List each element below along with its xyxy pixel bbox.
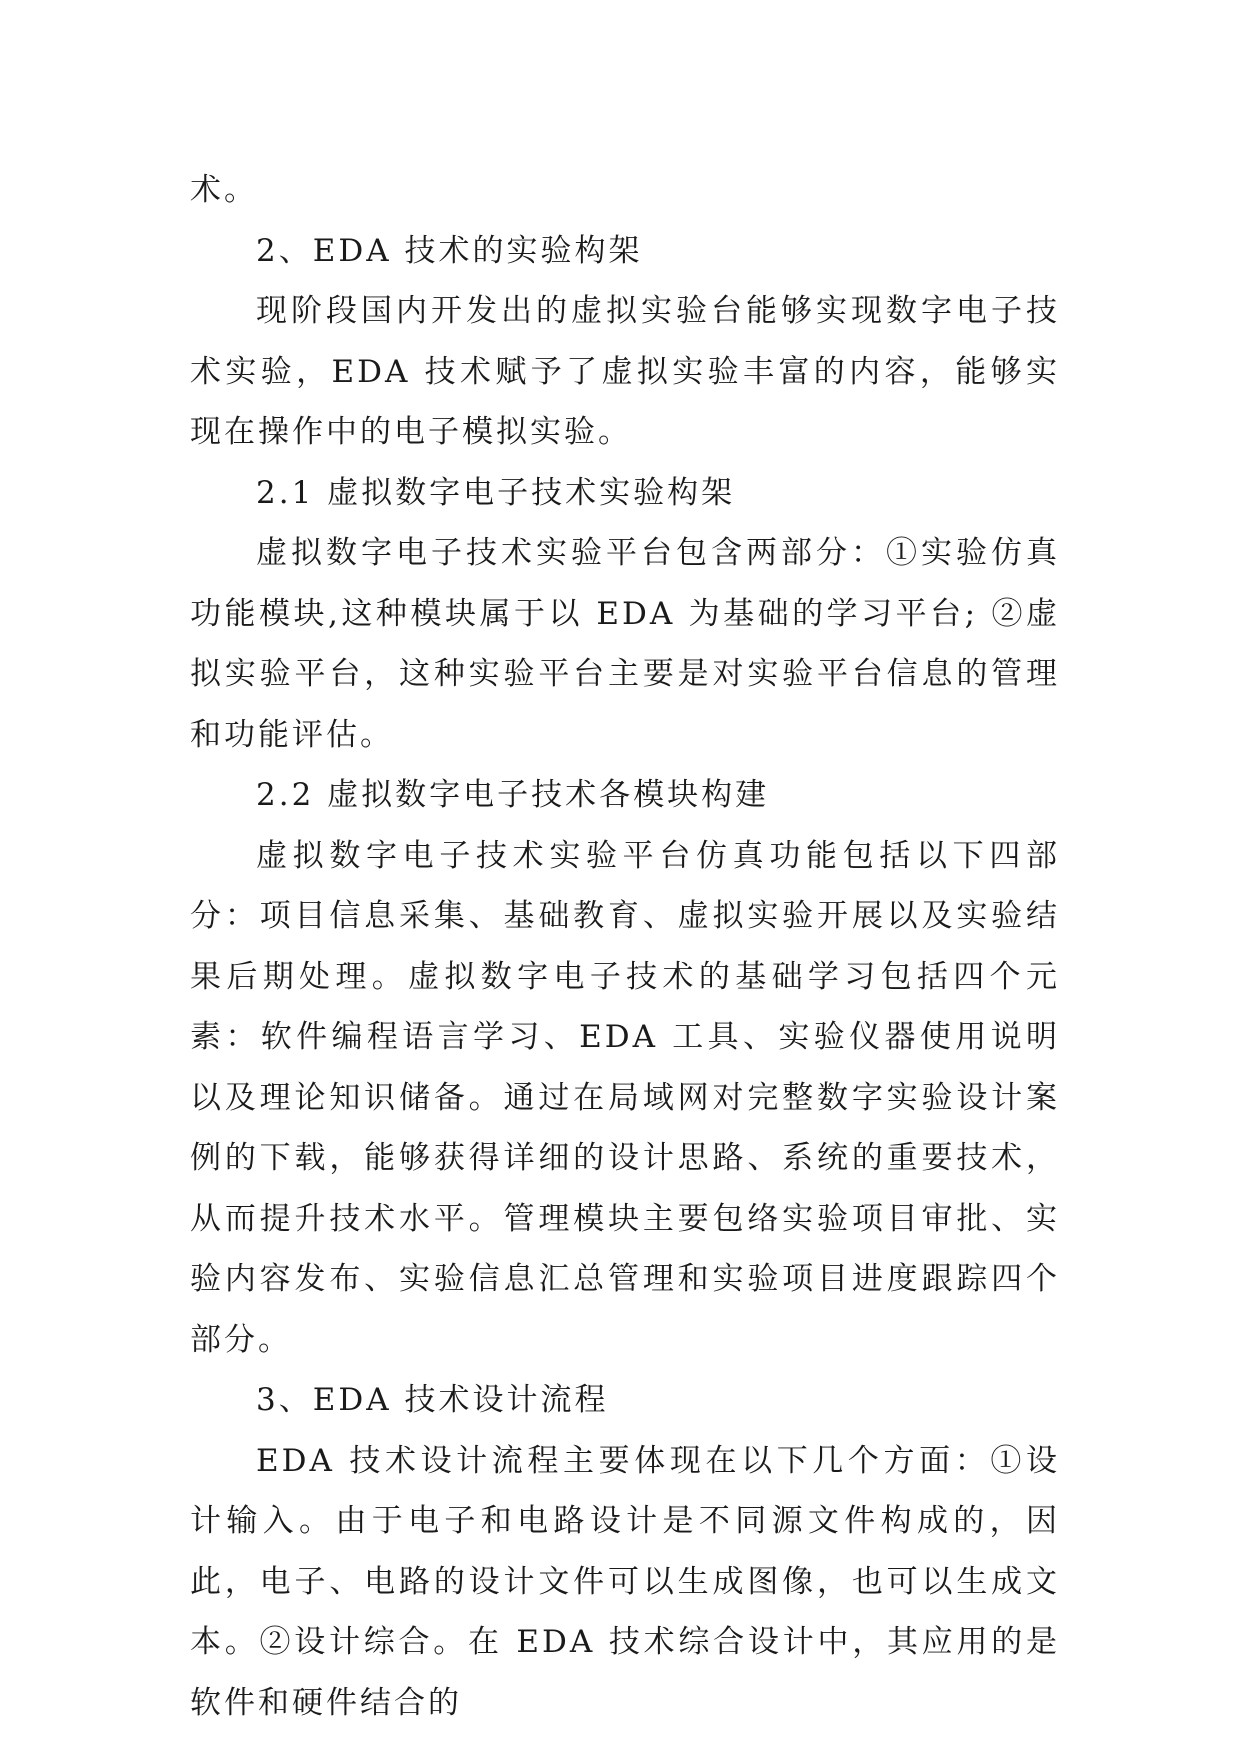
section-heading-2-1: 2.1 虚拟数字电子技术实验构架 <box>256 474 736 511</box>
body-paragraph: 虚拟数字电子技术实验平台包含两部分：①实验仿真功能模块,这种模块属于以 EDA 为基础的学习平台; ②虚拟实验平台，这种实验平台主要是对实验平台信息的管理和功能评估。 <box>190 535 1060 753</box>
body-paragraph: 虚拟数字电子技术实验平台仿真功能包括以下四部分：项目信息采集、基础教育、虚拟实验开展以及实验结果后期处理。虚拟数字电子技术的基础学习包括四个元素：软件编程语言学习、EDA 工具、实验仪器使用说明以及理论知识储备。通过在局域网对完整数字实验设计案例的下载，能够获得详细的设计思路、系统的重要技术，从而提升技术水平。管理模块主要包络实验项目审批、实验内容发布、实验信息汇总管理和实验项目进度跟踪四个部分。 <box>190 837 1060 1358</box>
body-paragraph: 现阶段国内开发出的虚拟实验台能够实现数字电子技术实验，EDA 技术赋予了虚拟实验丰富的内容，能够实现在操作中的电子模拟实验。 <box>190 293 1060 450</box>
section-heading-2-2: 2.2 虚拟数字电子技术各模块构建 <box>256 777 770 813</box>
section-heading-2: 2、EDA 技术的实验构架 <box>256 232 643 269</box>
body-paragraph: EDA 技术设计流程主要体现在以下几个方面：①设计输入。由于电子和电路设计是不同源文件构成的，因此，电子、电路的设计文件可以生成图像，也可以生成文本。②设计综合。在 EDA 技术综合设计中，其应用的是软件和硬件结合的 <box>190 1442 1060 1721</box>
continued-paragraph: 术。 <box>190 172 258 208</box>
document-body <box>190 160 1060 1733</box>
section-heading-3: 3、EDA 技术设计流程 <box>256 1382 609 1418</box>
